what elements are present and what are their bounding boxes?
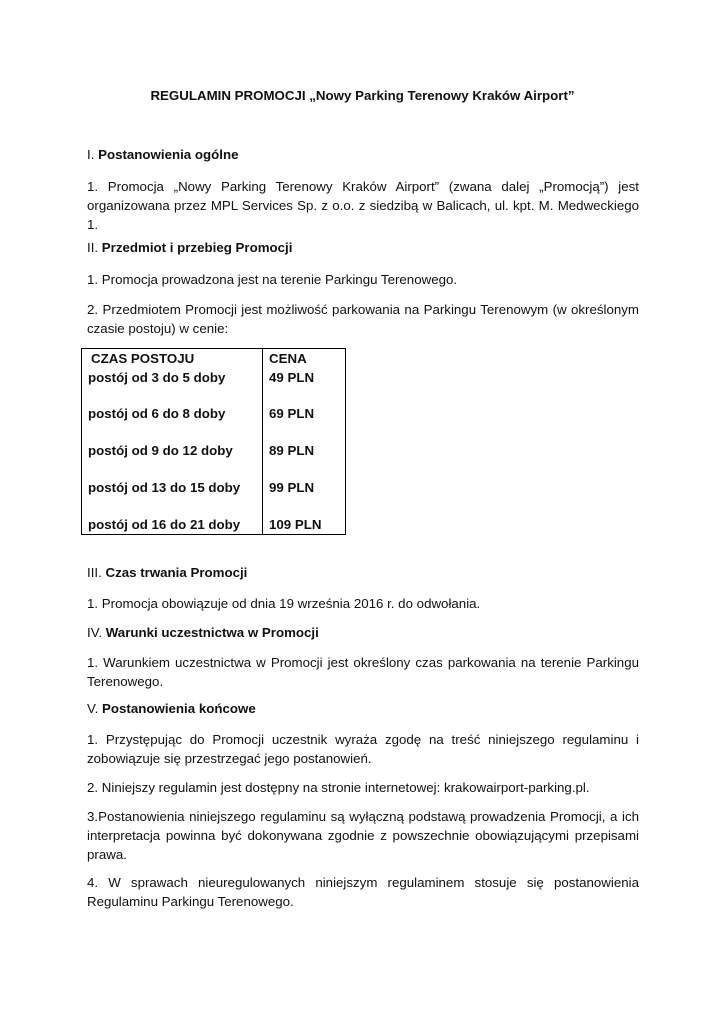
table-cell	[82, 349, 263, 535]
price-table	[81, 348, 346, 535]
paragraph: 1. Przystępując do Promocji uczestnik wyraża zgodę na treść niniejszego regulaminu i zobowiązuje się przestrzegać jego postanowień.	[87, 732, 639, 766]
section-heading: I. Postanowienia ogólne	[87, 147, 239, 162]
column-header-price: CENA	[269, 351, 307, 366]
row-time: postój od 16 do 21 doby	[88, 517, 241, 532]
row-price: 49 PLN	[269, 370, 315, 385]
paragraph: 1. Promocja prowadzona jest na terenie Parkingu Terenowego.	[87, 272, 458, 287]
paragraph: 2. Przedmiotem Promocji jest możliwość parkowania na Parkingu Terenowym (w określonym czasie postoju) w cenie:	[87, 302, 639, 336]
paragraph: 3.Postanowienia niniejszego regulaminu są wyłączną podstawą prowadzenia Promocji, a ich interpretacja powinna być dokonywana zgodnie z powszechnie obowiązującymi przepisami prawa.	[87, 809, 639, 862]
document-title: REGULAMIN PROMOCJI „Nowy Parking Terenowy Kraków Airport”	[150, 88, 575, 103]
column-header-time: CZAS POSTOJU	[91, 351, 195, 366]
section-heading: II. Przedmiot i przebieg Promocji	[87, 240, 293, 255]
row-price: 99 PLN	[269, 480, 315, 495]
paragraph: 1. Promocja obowiązuje od dnia 19 września 2016 r. do odwołania.	[87, 596, 481, 611]
paragraph: 1. Promocja „Nowy Parking Terenowy Kraków Airport” (zwana dalej „Promocją”) jest organizowana przez MPL Services Sp. z o.o. z siedzibą w Balicach, ul. kpt. M. Medweckiego 1.	[87, 179, 639, 232]
row-price: 89 PLN	[269, 443, 315, 458]
paragraph: 4. W sprawach nieuregulowanych niniejszym regulaminem stosuje się postanowienia Regulaminu Parkingu Terenowego.	[87, 875, 639, 909]
paragraph: 1. Warunkiem uczestnictwa w Promocji jest określony czas parkowania na terenie Parkingu Terenowego.	[87, 655, 639, 689]
table-cell	[263, 349, 346, 535]
row-time: postój od 9 do 12 doby	[88, 443, 233, 458]
section-heading: IV. Warunki uczestnictwa w Promocji	[87, 625, 319, 640]
paragraph: 2. Niniejszy regulamin jest dostępny na stronie internetowej: krakowairport-parking.pl.	[87, 780, 590, 795]
row-time: postój od 3 do 5 doby	[88, 370, 226, 385]
row-price: 109 PLN	[269, 517, 322, 532]
row-time: postój od 6 do 8 doby	[88, 406, 226, 421]
section-heading: V. Postanowienia końcowe	[87, 701, 256, 716]
table-row	[82, 349, 346, 535]
row-time: postój od 13 do 15 doby	[88, 480, 241, 495]
section-heading: III. Czas trwania Promocji	[87, 565, 248, 580]
row-price: 69 PLN	[269, 406, 315, 421]
